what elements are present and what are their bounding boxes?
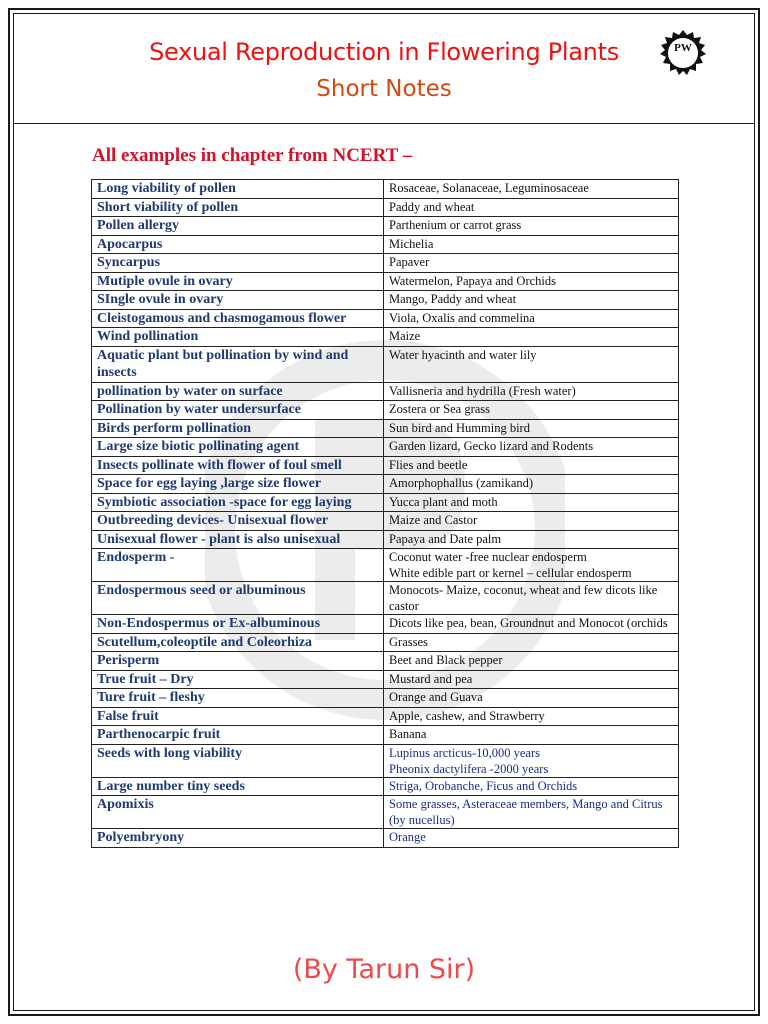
row-example bbox=[384, 829, 679, 848]
row-term: Aquatic plant but pollination by wind and insects bbox=[92, 346, 384, 382]
table-row bbox=[92, 707, 679, 726]
row-example-line: Amorphophallus (zamikand) bbox=[389, 476, 534, 490]
table-row bbox=[92, 235, 679, 254]
row-term: Seeds with long viability bbox=[92, 744, 384, 777]
logo-letter-p: PW bbox=[674, 42, 692, 54]
row-example-line: Paddy and wheat bbox=[389, 199, 475, 214]
row-example-line: Parthenium or carrot grass bbox=[389, 218, 522, 232]
row-example-line: Yucca plant and moth bbox=[389, 494, 498, 509]
row-term: SIngle ovule in ovary bbox=[92, 291, 384, 310]
header-divider bbox=[13, 123, 755, 124]
row-example-line: White edible part or kernel – cellular endosperm bbox=[389, 566, 632, 580]
row-example bbox=[384, 689, 679, 708]
row-term: Ture fruit – fleshy bbox=[92, 689, 384, 708]
table-row bbox=[92, 493, 679, 512]
table-row bbox=[92, 291, 679, 310]
section-heading: All examples in chapter from NCERT – bbox=[92, 145, 413, 166]
table-row bbox=[92, 198, 679, 217]
row-example bbox=[384, 438, 679, 457]
table-row bbox=[92, 615, 679, 634]
table-row bbox=[92, 633, 679, 652]
row-example-line: Coconut water -free nuclear endosperm bbox=[389, 550, 587, 564]
row-example-line: Pheonix dactylifera -2000 years bbox=[389, 761, 549, 776]
row-example bbox=[384, 530, 679, 549]
row-term: Scutellum,coleoptile and Coleorhiza bbox=[92, 633, 384, 652]
row-term: Pollination by water undersurface bbox=[92, 401, 384, 420]
row-example bbox=[384, 272, 679, 291]
table-row bbox=[92, 652, 679, 671]
row-example bbox=[384, 180, 679, 199]
row-example-line: Watermelon, Papaya and Orchids bbox=[389, 273, 556, 288]
row-term: Large size biotic pollinating agent bbox=[92, 438, 384, 457]
row-example bbox=[384, 456, 679, 475]
row-example-line: Orange and Guava bbox=[389, 690, 483, 704]
table-row bbox=[92, 777, 679, 796]
row-example bbox=[384, 670, 679, 689]
row-example bbox=[384, 707, 679, 726]
row-term: Long viability of pollen bbox=[92, 180, 384, 199]
row-term: Wind pollination bbox=[92, 328, 384, 347]
table-row bbox=[92, 217, 679, 236]
row-example-line: Maize bbox=[389, 329, 421, 343]
table-row bbox=[92, 346, 679, 382]
row-term: Mutiple ovule in ovary bbox=[92, 272, 384, 291]
table-row bbox=[92, 796, 679, 829]
row-example bbox=[384, 235, 679, 254]
row-term: Outbreeding devices- Unisexual flower bbox=[92, 512, 384, 531]
row-term: Apocarpus bbox=[92, 235, 384, 254]
row-term: Cleistogamous and chasmogamous flower bbox=[92, 309, 384, 328]
table-row bbox=[92, 382, 679, 401]
table-row bbox=[92, 549, 679, 582]
table-row bbox=[92, 829, 679, 848]
page-subtitle: Short Notes bbox=[316, 76, 452, 102]
table-row bbox=[92, 475, 679, 494]
row-example-line: Lupinus arcticus-10,000 years bbox=[389, 745, 541, 760]
row-example bbox=[384, 777, 679, 796]
row-example-line: Flies and beetle bbox=[389, 457, 468, 472]
row-example-line: Michelia bbox=[389, 236, 434, 251]
table-row bbox=[92, 180, 679, 199]
row-term: True fruit – Dry bbox=[92, 670, 384, 689]
row-example bbox=[384, 615, 679, 634]
row-example bbox=[384, 549, 679, 582]
row-term: Symbiotic association -space for egg laying bbox=[92, 493, 384, 512]
row-term: Birds perform pollination bbox=[92, 419, 384, 438]
table-row bbox=[92, 309, 679, 328]
row-example bbox=[384, 419, 679, 438]
row-example-line: Banana bbox=[389, 727, 427, 741]
row-example bbox=[384, 346, 679, 382]
row-example bbox=[384, 254, 679, 273]
row-example bbox=[384, 633, 679, 652]
row-example bbox=[384, 512, 679, 531]
table-row bbox=[92, 438, 679, 457]
row-example bbox=[384, 582, 679, 615]
row-example bbox=[384, 493, 679, 512]
row-example bbox=[384, 291, 679, 310]
row-term: Apomixis bbox=[92, 796, 384, 829]
table-row bbox=[92, 272, 679, 291]
row-example-line: Papaya and Date palm bbox=[389, 531, 502, 546]
table-row bbox=[92, 512, 679, 531]
row-example bbox=[384, 796, 679, 829]
table-row bbox=[92, 726, 679, 745]
row-example-line: Mustard and pea bbox=[389, 671, 473, 686]
row-example-line: Monocots- Maize, coconut, wheat and few dicots like castor bbox=[389, 583, 658, 613]
row-term: False fruit bbox=[92, 707, 384, 726]
row-term: Insects pollinate with flower of foul smell bbox=[92, 456, 384, 475]
author-credit: (By Tarun Sir) bbox=[292, 954, 476, 985]
row-example bbox=[384, 217, 679, 236]
row-example-line: Water hyacinth and water lily bbox=[389, 347, 537, 362]
row-term: Pollen allergy bbox=[92, 217, 384, 236]
row-term: Space for egg laying ,large size flower bbox=[92, 475, 384, 494]
row-example-line: Dicots like pea, bean, Groundnut and Monocot (orchids bbox=[389, 616, 668, 630]
table-row bbox=[92, 689, 679, 708]
row-example bbox=[384, 309, 679, 328]
row-term: pollination by water on surface bbox=[92, 382, 384, 401]
row-example bbox=[384, 475, 679, 494]
page-title: Sexual Reproduction in Flowering Plants bbox=[149, 38, 619, 66]
row-example bbox=[384, 198, 679, 217]
table-row bbox=[92, 582, 679, 615]
row-example-line: Maize and Castor bbox=[389, 513, 478, 527]
row-example bbox=[384, 726, 679, 745]
row-term: Large number tiny seeds bbox=[92, 777, 384, 796]
row-example-line: Garden lizard, Gecko lizard and Rodents bbox=[389, 439, 594, 453]
row-example-line: Papaver bbox=[389, 255, 430, 269]
table-row bbox=[92, 670, 679, 689]
row-example bbox=[384, 652, 679, 671]
row-example-line: Apple, cashew, and Strawberry bbox=[389, 708, 545, 723]
table-row bbox=[92, 419, 679, 438]
row-example bbox=[384, 401, 679, 420]
table-row bbox=[92, 254, 679, 273]
pw-logo bbox=[658, 28, 708, 78]
row-term: Non-Endospermus or Ex-albuminous bbox=[92, 615, 384, 634]
row-example-line: Orange bbox=[389, 830, 426, 844]
row-example-line: Vallisneria and hydrilla (Fresh water) bbox=[389, 383, 576, 398]
row-example-line: Rosaceae, Solanaceae, Leguminosaceae bbox=[389, 181, 589, 195]
row-example bbox=[384, 382, 679, 401]
table-row bbox=[92, 401, 679, 420]
row-example-line: Zostera or Sea grass bbox=[389, 402, 491, 416]
row-term: Parthenocarpic fruit bbox=[92, 726, 384, 745]
row-example bbox=[384, 744, 679, 777]
table-row bbox=[92, 456, 679, 475]
row-example-line: Grasses bbox=[389, 634, 428, 649]
table-row bbox=[92, 530, 679, 549]
row-term: Endospermous seed or albuminous bbox=[92, 582, 384, 615]
row-term: Perisperm bbox=[92, 652, 384, 671]
row-term: Polyembryony bbox=[92, 829, 384, 848]
row-example-line: Striga, Orobanche, Ficus and Orchids bbox=[389, 778, 578, 793]
row-example bbox=[384, 328, 679, 347]
table-row bbox=[92, 328, 679, 347]
table-row bbox=[92, 744, 679, 777]
row-term: Short viability of pollen bbox=[92, 198, 384, 217]
examples-table bbox=[91, 179, 679, 848]
row-example-line: Mango, Paddy and wheat bbox=[389, 292, 517, 306]
row-example-line: Sun bird and Humming bird bbox=[389, 420, 530, 435]
row-term: Syncarpus bbox=[92, 254, 384, 273]
row-example-line: Beet and Black pepper bbox=[389, 653, 503, 667]
row-example-line: Some grasses, Asteraceae members, Mango and Citrus (by nucellus) bbox=[389, 797, 663, 827]
row-term: Endosperm - bbox=[92, 549, 384, 582]
row-term: Unisexual flower - plant is also unisexual bbox=[92, 530, 384, 549]
row-example-line: Viola, Oxalis and commelina bbox=[389, 310, 535, 325]
